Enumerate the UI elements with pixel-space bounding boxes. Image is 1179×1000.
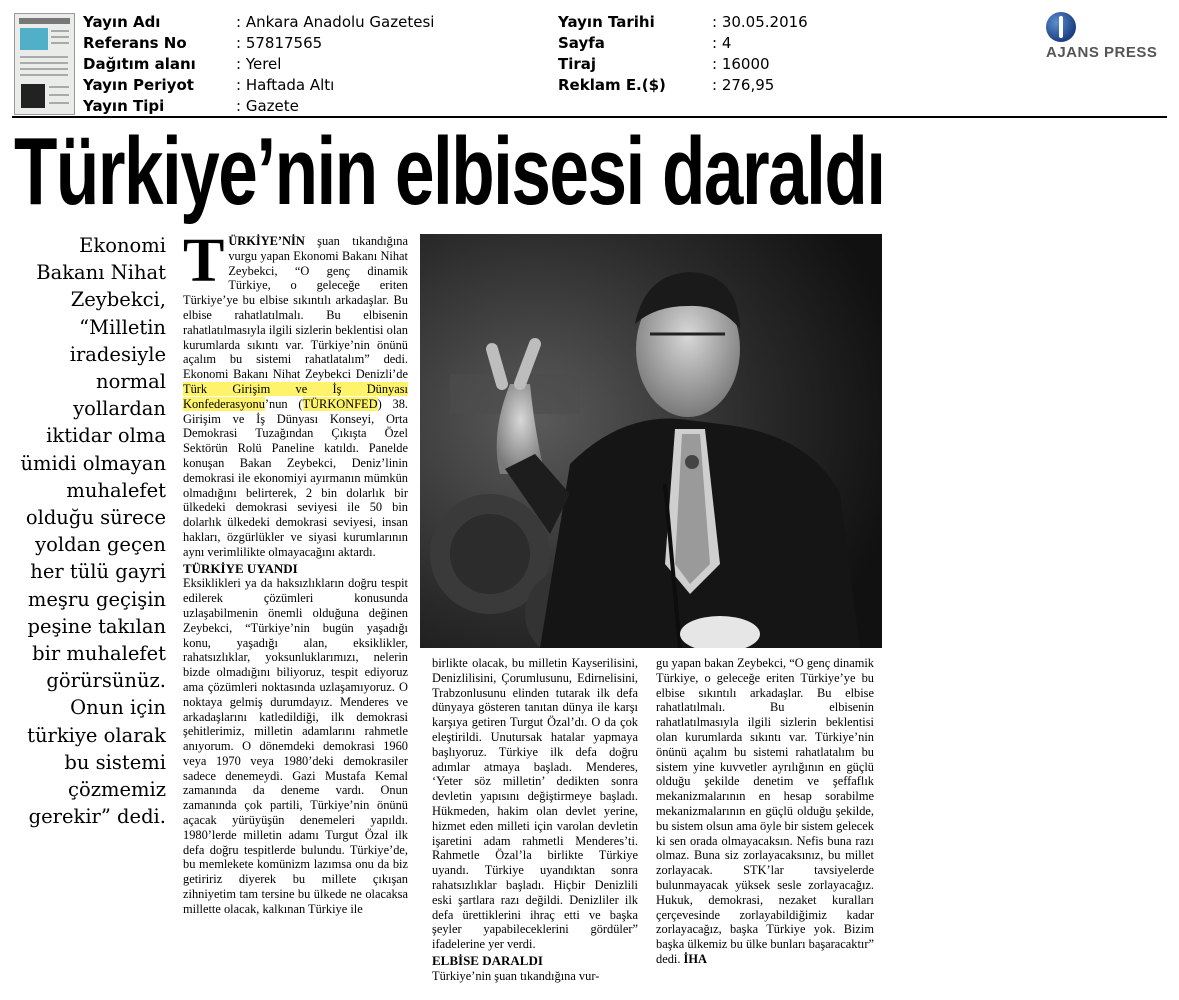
meta-value: : 16000 [712,55,770,73]
agency-signature: İHA [683,951,707,966]
article-headline: Türkiye’nin elbisesi daraldı [14,118,885,225]
subheading: ELBİSE DARALDI [432,952,543,968]
meta-label: Yayın Tipi [83,97,165,115]
meta-value: : 30.05.2016 [712,13,808,31]
meta-value: : Yerel [236,55,282,73]
text-fragment: ’nun ( [264,396,303,411]
meta-value: : Gazete [236,97,299,115]
meta-value: : Haftada Altı [236,76,335,94]
logo-text: AJANS PRESS [1046,44,1158,61]
globe-icon [1046,12,1076,42]
meta-label: Yayın Periyot [83,76,194,94]
page-thumbnail [14,13,75,115]
highlight-organization: Türk Girişim ve İş Dünyası Konfederasyonu [183,381,408,411]
body-text: birlikte olacak, bu milletin Kayserilisini, Denizlilisini, Çorumlusunu, Edirnelisini, Trabzonlusunu elinden tutarak ilk defa dünyaya gösteren tanıtan dünya ile karşı karşıya getiren Turgut Özal’dı. O da çok eleştirildi. Unutursak hatalar yapmaya başlıyoruz. Türkiye ilk defa doğru adımlar atmaya başladı. Menderes, ‘Yeter söz milletin’ dedikten sonra devletin yapısını değiştirmeye başladı. Hükmeden, hakim olan devlet yerine, hizmet eden milleti için varolan devletin işaretini adam rahmetli Menderes’ti. Rahmetle Özal’la birlikte Türkiye uyandı. Türkiye uyandıktan sonra rahatsızlıklar başladı. Hiçbir Denizlili eski şartlara razı değildi. Denizliler ilk defa ürettiklerini ihraç etti ve başka şeyler yapabileceklerini gördüler” ifadelerine yer verdi. [432,656,638,952]
article-column-1 [183,227,408,990]
meta-value: : 57817565 [236,34,323,52]
lead-text: şuan tıkandığına vurgu yapan Ekonomi Bakanı Nihat Zeybekci, “O genç dinamik Türkiye, o geleceğe eriten Türkiye’ye bu elbise sıkıntılı arkadaşlar. Bu elbise rahatlatılmalı. Bu elbisenin rahatlatılmasıyla ilgili sizlerin beklentisi olan kurumlarda sıkıntı var. Türkiye’nin önünü açalım bu sistemi rahatlatalım” dedi. Ekonomi Bakanı Nihat Zeybekci Denizli’de [183,234,408,382]
meta-label: Yayın Adı [83,13,161,31]
subheading: TÜRKİYE UYANDI [183,560,298,576]
body-text: Türkiye’nin şuan tıkandığına vur- [432,968,600,983]
body-text: gu yapan bakan Zeybekci, “O genç dinamik Türkiye, o geleceğe eriten Türkiye’ye bu elbise sıkıntılı arkadaşlar. Bu elbise rahatlatılmalı. Bu elbisenin rahatlatılmasıyla ilgili sizlerin beklentisi olan kurumlarda sıkıntı var. Türkiye’nin önünü açalım bu sistemi rahatlatalım bu sistem yine kuvvetler ayrılığının en güçlü olduğu şekilde denetim ve şeffaflık mekanizmalarının en hesap sorabilme mekanizmalarının en güçlü olduğu şekilde, bu sistem olsun ama öyle bir sistem gelecek ki sen orada olmayacaksın. Nefis buna razı olmaz. Buna siz zorlayacaksınız, bu millet zorlayacak. STK’lar tavsiyelerde bulunmayacak yüksek sesle zorlayacağız. Hukuk, demokrasi, nezaket kuralları çerçevesinde zorlayabildiğimiz kadar zorlayacağız, başka Türkiye yok. Bizim başka ülkemiz bu ülke bunları başaracaktır” dedi. [656,656,874,966]
article-column-3 [656,656,874,988]
meta-label: Referans No [83,34,187,52]
body-text: Eksiklikleri ya da haksızlıkların doğru tespit edilerek çözümleri konusunda uzlaşabilmenin önemli olduğuna değinen Zeybekci, “Türkiye’nin bugün yaşadığı konu, yaşadığı alan, eksiklikler, rahatsızlıklar, yoksunluklarımızı, nelerin bizde olmadığını biliyoruz, tespit ediyoruz ama çözümleri noktasında uzlaşamıyoruz. O noktaya gelmiş durumdayız. Menderes ve arkadaşlarını katledildiği, ilk demokrasi şehitlerimiz, milletin adamlarını rahmetle anıyorum. O dönemdeki demokrasi 1960 veya 1970 veya 1980’deki demokrasiler sadece denemeydi. Gazi Mustafa Kemal zamanında da deneme vardı. Onun zamanında çok partili, Türkiye’nin önünü açacak yürüyüşün denemeleri yapıldı. 1980’lerde milletin adamı Turgut Özal ilk defa doğru tespitlerde bulundu. Türkiye’de, bu memlekete komünizm lazımsa onu da biz getiririz diyerek bu millete çıkışan zihniyetim tam tersine bu ülkede ne olacaksa millette olacak, kalkınan Türkiye ile [183,576,408,916]
meta-label: Yayın Tarihi [558,13,655,31]
meta-label: Sayfa [558,34,605,52]
body-text: ) 38. Girişim ve İş Dünyası Konseyi, Orta Demokrasi Tuzağından Çıkışta Özel Sektörün Rolü Paneline katıldı. Panelde konuşan Bakan Zeybekci, Deniz’linin demokrasi ile ekonomiyi ayırmanın mümkün olmadığını belirterek, 2 bin dolarlık bir ülkedeki demokrasi seviyesi ile 50 bin dolarlık ülkedeki demokrasi seviyesi, insan hakları, özgürlükler ve siyasi kurumlarının aynı verimlilikte olmayacağını aktardı. [183,396,408,559]
meta-value: : 276,95 [712,76,775,94]
meta-value: : Ankara Anadolu Gazetesi [236,13,435,31]
lead-bold: ÜRKİYE’NİN [228,234,305,248]
minister-photo [420,234,882,648]
meta-value: : 4 [712,34,732,52]
highlight-acronym: TÜRKONFED [302,396,378,411]
drop-cap: T [183,227,225,295]
meta-label: Dağıtım alanı [83,55,196,73]
article-column-2 [432,656,638,988]
meta-label: Reklam E.($) [558,76,666,94]
meta-label: Tiraj [558,55,597,73]
pull-quote: Ekonomi Bakanı Nihat Zeybekci, “Milletin iradesiyle normal yollardan iktidar olma ümidi olmayan muhalefet olduğu sürece yoldan geçen her tülü gayri meşru geçişin peşine takılan bir muhalefet görürsünüz. Onun için türkiye olarak bu sistemi çözmemiz gerekir” dedi. [20,234,166,829]
